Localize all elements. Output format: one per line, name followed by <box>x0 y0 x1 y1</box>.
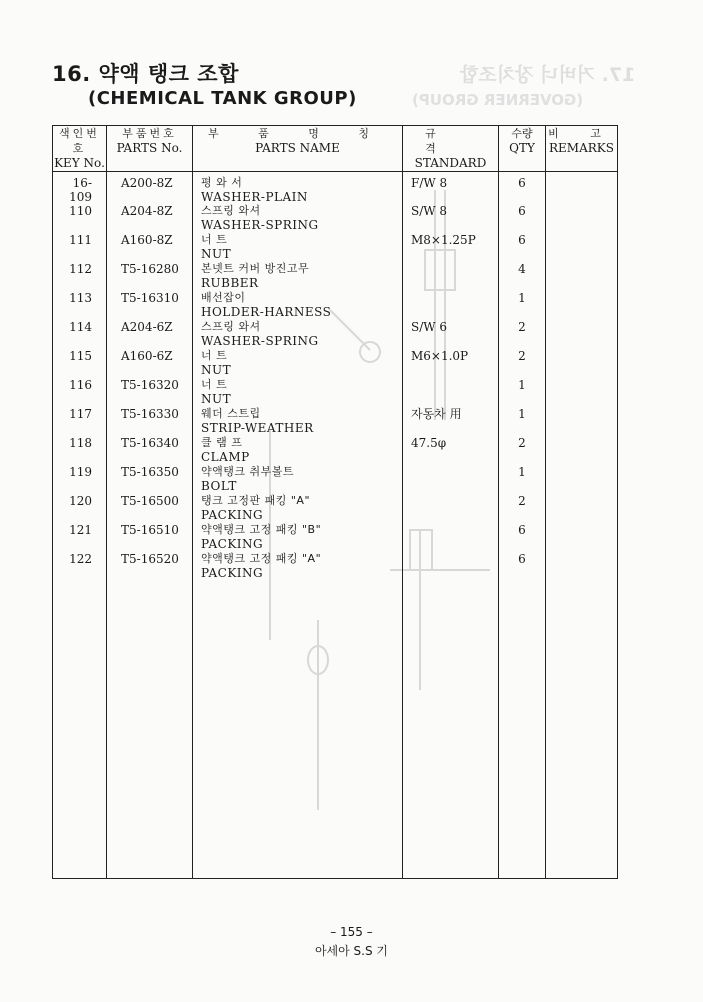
table-header <box>53 126 618 172</box>
bleed-through-subtitle: (GOVERNER GROUP) <box>412 91 584 109</box>
header-parts-no: 부품번호 PARTS No. <box>107 126 193 172</box>
table-row: 121 T5-16510 약액탱크 고정 패킹 "B" PACKING 6 <box>53 523 618 552</box>
table-row: 111 A160-8Z 너 트 NUT M8×1.25P 6 <box>53 233 618 262</box>
header-remarks: 비 고 REMARKS <box>546 126 618 172</box>
header-standard: 규 격 STANDARD <box>403 126 499 172</box>
table-row: 113 T5-16310 배선잡이 HOLDER-HARNESS 1 <box>53 291 618 320</box>
company-name: 아세아 S.S 기 <box>314 944 389 958</box>
table-row: 122 T5-16520 약액탱크 고정 패킹 "A" PACKING 6 <box>53 552 618 581</box>
table-row: 119 T5-16350 약액탱크 취부볼트 BOLT 1 <box>53 465 618 494</box>
header-parts-name: 부 품 명 칭 PARTS NAME <box>193 126 403 172</box>
table-row: 117 T5-16330 웨더 스트립 STRIP-WEATHER 자동차 用 1 <box>53 407 618 436</box>
table-row: 16-109 A200-8Z 평 와 서 WASHER-PLAIN F/W 8 6 <box>53 172 618 205</box>
page-subtitle: (CHEMICAL TANK GROUP) <box>88 88 357 109</box>
table-row: 110 A204-8Z 스프링 와셔 WASHER-SPRING S/W 8 6 <box>53 204 618 233</box>
table-row: 118 T5-16340 클 램 프 CLAMP 47.5φ 2 <box>53 436 618 465</box>
header-key: 색인번호 KEY No. <box>54 127 105 170</box>
table-row: 115 A160-6Z 너 트 NUT M6×1.0P 2 <box>53 349 618 378</box>
table-row: 116 T5-16320 너 트 NUT 1 <box>53 378 618 407</box>
parts-table <box>52 125 618 879</box>
table-filler-row <box>53 581 618 879</box>
table-row: 120 T5-16500 탱크 고정판 패킹 "A" PACKING 2 <box>53 494 618 523</box>
table-row: 114 A204-6Z 스프링 와셔 WASHER-SPRING S/W 6 2 <box>53 320 618 349</box>
page-title: 16. 약액 탱크 조합 <box>52 62 239 86</box>
header-qty: 수량 QTY <box>499 126 546 172</box>
page-number: – 155 – <box>330 925 373 939</box>
bleed-through-title: 17. 거버너 장치조합 <box>460 64 636 86</box>
table-row: 112 T5-16280 본넷트 커버 방진고무 RUBBER 4 <box>53 262 618 291</box>
